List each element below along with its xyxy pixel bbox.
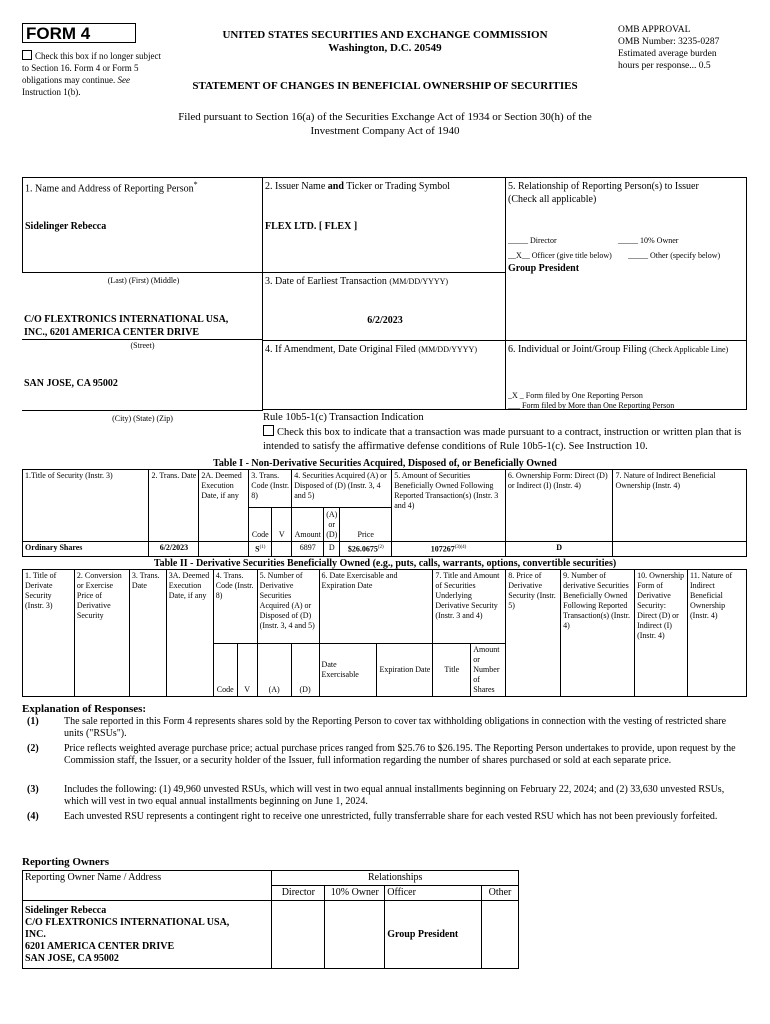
- t1-price: $26.0675: [347, 544, 378, 554]
- agency-title: [180, 29, 590, 55]
- explanation-heading: Explanation of Responses:: [22, 703, 147, 715]
- rel-ten-percent-owner[interactable]: _____ 10% Owner: [618, 236, 679, 245]
- no-longer-subject-checkbox[interactable]: [22, 50, 32, 60]
- explanation-4: [22, 811, 747, 823]
- t1-h-date: 2. Trans. Date: [149, 470, 199, 542]
- t2-h-deemed: 3A. Deemed Execution Date, if any: [166, 570, 213, 697]
- t2-sub-expiration: Expiration Date: [377, 644, 433, 697]
- t1-security: Ordinary Shares: [23, 542, 149, 557]
- filing-more-persons[interactable]: ___ Form filed by More than One Reporting Person: [508, 401, 675, 410]
- explanation-1-text: The sale reported in this Form 4 represents shares sold by the Reporting Person to cover tax withholding obligations in connection with the vesting of restricted share units ("RSUs").: [64, 716, 727, 739]
- box-4-label: 4. If Amendment, Date Original Filed: [265, 344, 416, 355]
- statement-title: STATEMENT OF CHANGES IN BENEFICIAL OWNERSHIP OF SECURITIES: [192, 80, 578, 92]
- box-2-issuer: [262, 177, 506, 273]
- address-line-2: INC., 6201 AMERICA CENTER DRIVE: [24, 327, 200, 338]
- t2-h-underlying: 7. Title and Amount of Securities Underlying Derivative Security (Instr. 3 and 4): [433, 570, 506, 644]
- table-row: [23, 901, 519, 969]
- t1-h-code: 3. Trans. Code (Instr. 8): [249, 470, 292, 508]
- form-label: FORM 4: [22, 23, 136, 43]
- street-rule: [22, 339, 263, 340]
- ro-h-name: Reporting Owner Name / Address: [23, 871, 272, 901]
- box-6-label: 6. Individual or Joint/Group Filing: [508, 344, 647, 355]
- t1-code-footnote[interactable]: (1): [259, 545, 266, 550]
- box-1-star: *: [193, 180, 198, 189]
- box-1-label: 1. Name and Address of Reporting Person: [25, 183, 194, 195]
- filed-line-1: Filed pursuant to Section 16(a) of the Securities Exchange Act of 1934 or Section 30(h) of the: [178, 111, 592, 123]
- reporting-owners-table: [22, 870, 519, 969]
- explanation-4-text: Each unvested RSU represents a contingent right to receive one unrestricted, fully transferrable share for each vested RSU which has not been previously forfeited.: [64, 811, 718, 822]
- box-4-format: (MM/DD/YYYY): [418, 345, 477, 354]
- reporter-name: Sidelinger Rebecca: [25, 221, 107, 232]
- city-caption: (City) (State) (Zip): [112, 414, 173, 423]
- t2-h-form: 10. Ownership Form of Derivative Security: Direct (D) or Indirect (I) (Instr. 4): [635, 570, 688, 697]
- t1-h-acquired: 4. Securities Acquired (A) or Disposed of (D) (Instr. 3, 4 and 5): [292, 470, 392, 508]
- t2-sub-v: V: [237, 644, 257, 697]
- rule-checkbox[interactable]: [263, 425, 274, 436]
- t2-h-exercisable: 6. Date Exercisable and Expiration Date: [319, 570, 433, 644]
- t1-v: [272, 542, 292, 557]
- omb-approval: [618, 24, 758, 72]
- filed-line-2: Investment Company Act of 1940: [310, 125, 460, 137]
- rel-officer[interactable]: __X__ Officer (give title below): [508, 251, 612, 260]
- ro-addr-3: 6201 AMERICA CENTER DRIVE: [25, 940, 175, 952]
- t1-h-form: 6. Ownership Form: Direct (D) or Indirect (I) (Instr. 4): [505, 470, 613, 542]
- t2-h-owned: 9. Number of derivative Securities Beneficially Owned Following Reported Transaction(s) (Instr. 4): [561, 570, 635, 697]
- explanation-3-number: (3): [27, 784, 39, 795]
- box-2-label-and: and: [327, 181, 344, 192]
- t1-amount: 6897: [292, 542, 324, 557]
- rule-label: Rule 10b5-1(c) Transaction Indication: [263, 412, 424, 423]
- check-note-see: See: [117, 75, 130, 85]
- box-5-relationship: [505, 177, 747, 341]
- rule-10b5-1: [263, 411, 747, 454]
- filed-pursuant: [150, 110, 620, 138]
- box-6-note: (Check Applicable Line): [649, 345, 729, 354]
- t2-h-date: 3. Trans. Date: [129, 570, 166, 697]
- explanation-2: [22, 743, 747, 767]
- box-1-name: [22, 177, 263, 285]
- box-5-sub: (Check all applicable): [508, 194, 597, 205]
- t2-sub-title: Title: [433, 644, 471, 697]
- omb-line-2: OMB Number: 3235-0287: [618, 37, 720, 47]
- earliest-date: 6/2/2023: [367, 315, 403, 326]
- t1-deemed: [199, 542, 249, 557]
- ro-h-director: Director: [272, 886, 325, 901]
- t2-sub-a: (A): [257, 644, 291, 697]
- explanation-2-text: Price reflects weighted average purchase price; actual purchase prices ranged from $25.76 to $26.195. The Reporting Person undertakes to provide, upon request by the Commission staff, the Issuer, or a security holder of the Issuer, full information regarding the number of shares purchased or sold at each separate price.: [64, 743, 736, 766]
- rel-other[interactable]: _____ Other (specify below): [628, 251, 721, 260]
- explanation-1-number: (1): [27, 716, 39, 727]
- t2-sub-code: Code: [213, 644, 237, 697]
- omb-line-3: Estimated average burden: [618, 49, 717, 59]
- t2-sub-date-exercisable: Date Exercisable: [319, 644, 377, 697]
- box-5-label: 5. Relationship of Reporting Person(s) to Issuer: [508, 181, 699, 192]
- t1-owned-footnote[interactable]: (3)(4): [454, 545, 467, 550]
- ro-h-relationships: Relationships: [272, 871, 519, 886]
- table-2: [22, 569, 747, 697]
- t1-sub-code: Code: [249, 508, 272, 542]
- t2-h-nature: 11. Nature of Indirect Beneficial Ownership (Instr. 4): [688, 570, 747, 697]
- city-line: SAN JOSE, CA 95002: [24, 378, 118, 389]
- box-2-label-b: Ticker or Trading Symbol: [346, 181, 451, 192]
- ro-h-owner: 10% Owner: [325, 886, 385, 901]
- explanation-1: [22, 716, 747, 740]
- t1-price-footnote[interactable]: (2): [377, 545, 384, 550]
- box-4-amendment: [262, 340, 506, 410]
- explanation-3: [22, 784, 747, 808]
- t1-h-title: 1.Title of Security (Instr. 3): [23, 470, 149, 542]
- agency-line-2: Washington, D.C. 20549: [328, 42, 442, 54]
- t1-sub-price: Price: [340, 508, 392, 542]
- t2-sub-amount: Amount or Number of Shares: [471, 644, 506, 697]
- ro-name: Sidelinger Rebecca: [25, 904, 107, 916]
- t1-h-owned: 5. Amount of Securities Beneficially Owned Following Reported Transaction(s) (Instr. 3 and 4): [392, 470, 506, 542]
- t1-form: D: [505, 542, 613, 557]
- box-2-label-a: 2. Issuer Name: [265, 181, 326, 192]
- address-line-1: C/O FLEXTRONICS INTERNATIONAL USA,: [24, 314, 229, 325]
- issuer-name: FLEX LTD. [ FLEX ]: [265, 221, 358, 232]
- ro-addr-1: C/O FLEXTRONICS INTERNATIONAL USA,: [25, 916, 230, 928]
- ro-addr-4: SAN JOSE, CA 95002: [25, 952, 119, 964]
- explanation-3-text: Includes the following: (1) 49,960 unvested RSUs, which will vest in two equal annual installments beginning on February 22, 2024; and (2) 33,630 unvested RSUs, which will vest in two equal annual installments beginning on June 1, 2024.: [64, 784, 725, 807]
- omb-line-1: OMB APPROVAL: [618, 25, 691, 35]
- t1-aord: D: [324, 542, 340, 557]
- ro-other: [482, 901, 519, 969]
- t2-h-code: 4. Trans. Code (Instr. 8): [213, 570, 257, 644]
- reporting-owners-heading: Reporting Owners: [22, 856, 110, 868]
- filing-one-person[interactable]: _X _ Form filed by One Reporting Person: [508, 391, 643, 400]
- street-caption: (Street): [130, 341, 155, 350]
- t2-h-number: 5. Number of Derivative Securities Acquired (A) or Disposed of (D) (Instr. 3, 4 and 5): [257, 570, 319, 644]
- t1-sub-v: V: [272, 508, 292, 542]
- t1-owned: 107267: [430, 544, 455, 554]
- box-3-date: [262, 272, 506, 341]
- t1-sub-aord: (A) or (D): [324, 508, 340, 542]
- t2-h-price: 8. Price of Derivative Security (Instr. 5): [506, 570, 561, 697]
- table-2-title: Table II - Derivative Securities Beneficially Owned (e.g., puts, calls, warrants, options, convertible securities): [153, 558, 617, 569]
- ro-h-officer: Officer: [385, 886, 482, 901]
- no-longer-subject-note: [22, 50, 162, 98]
- t2-sub-d: (D): [291, 644, 319, 697]
- officer-title: Group President: [508, 263, 580, 274]
- explanation-2-number: (2): [27, 743, 39, 754]
- name-caption: (Last) (First) (Middle): [107, 276, 180, 285]
- ro-h-other: Other: [482, 886, 519, 901]
- ro-owner: [325, 901, 385, 969]
- table-1: [22, 469, 747, 557]
- omb-line-4: hours per response... 0.5: [618, 61, 711, 71]
- t1-date: 6/2/2023: [149, 542, 199, 557]
- t1-sub-amount: Amount: [292, 508, 324, 542]
- city-rule: [22, 410, 263, 411]
- check-note-text: Check this box if no longer subject to Section 16. Form 4 or Form 5 obligations may continue.: [22, 51, 161, 85]
- box-3-format: (MM/DD/YYYY): [389, 277, 449, 286]
- table-row: [23, 542, 747, 557]
- t1-h-nature: 7. Nature of Indirect Beneficial Ownership (Instr. 4): [613, 470, 747, 542]
- explanation-4-number: (4): [27, 811, 39, 822]
- t1-nature: [613, 542, 747, 557]
- ro-officer: Group President: [385, 901, 482, 969]
- box-3-label: 3. Date of Earliest Transaction: [265, 276, 387, 287]
- t2-h-conversion: 2. Conversion or Exercise Price of Derivative Security: [74, 570, 129, 697]
- rel-director[interactable]: _____ Director: [508, 236, 557, 245]
- box-6-filing: [505, 340, 747, 410]
- ro-addr-2: INC.: [25, 928, 46, 940]
- rule-text: Check this box to indicate that a transaction was made pursuant to a contract, instruction or written plan that is intended to satisfy the affirmative defense conditions of Rule 10b5-1(c). See Instruction 10.: [263, 427, 742, 452]
- ro-director: [272, 901, 325, 969]
- t1-h-deemed: 2A. Deemed Execution Date, if any: [199, 470, 249, 542]
- t2-h-title: 1. Title of Derivate Security (Instr. 3): [23, 570, 75, 697]
- table-1-title: Table I - Non-Derivative Securities Acquired, Disposed of, or Beneficially Owned: [213, 458, 557, 469]
- agency-line-1: UNITED STATES SECURITIES AND EXCHANGE COMMISSION: [222, 29, 548, 41]
- t1-code: S: [255, 544, 260, 554]
- check-note-instruction: Instruction 1(b).: [22, 87, 81, 97]
